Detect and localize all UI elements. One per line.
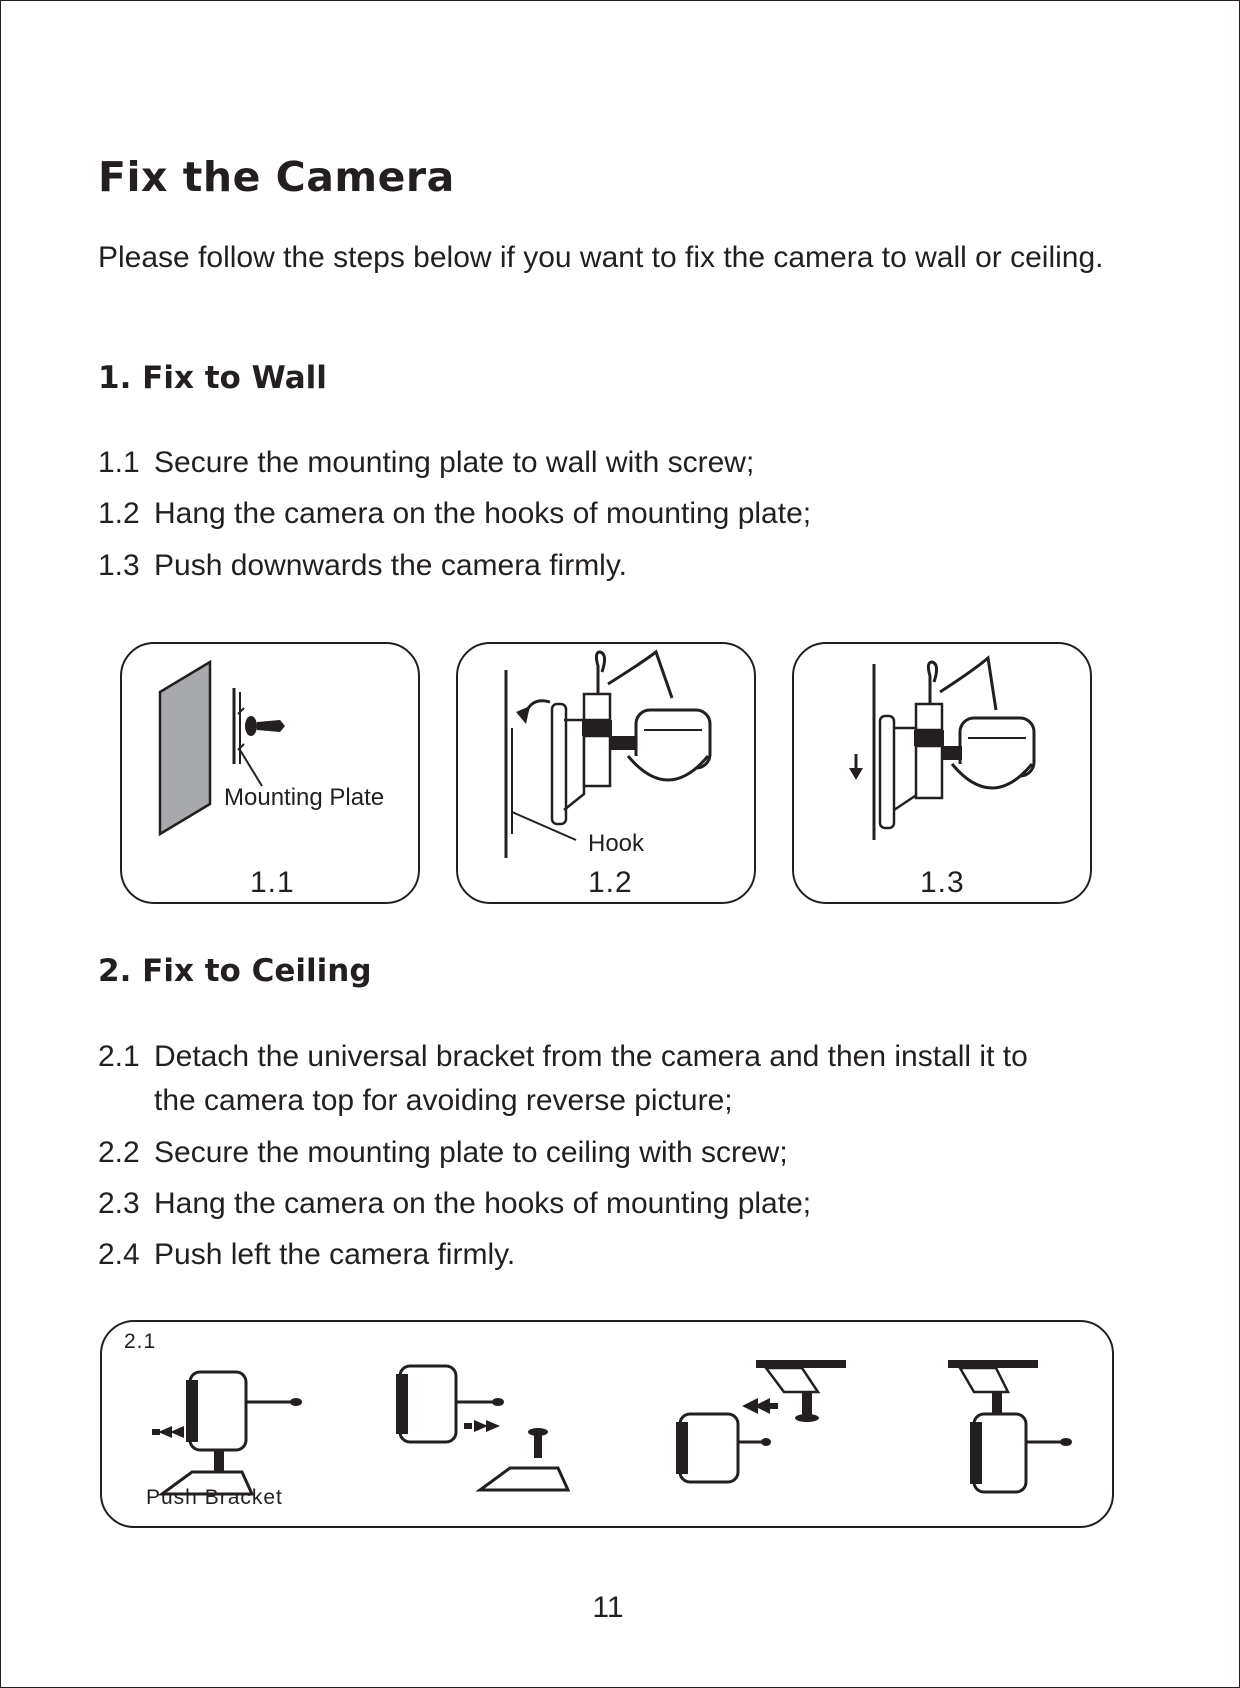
wall-step-1 (98, 441, 754, 485)
step-text: Secure the mounting plate to ceiling with screw; (154, 1136, 788, 1169)
wall-step-3 (98, 544, 627, 588)
figure-label: 2.1 (124, 1330, 157, 1353)
step-text: Hang the camera on the hooks of mounting plate; (154, 497, 812, 530)
figure-1-2 (456, 642, 756, 904)
step-text: Push left the camera firmly. (154, 1238, 516, 1271)
step-text-continued: the camera top for avoiding reverse picture; (154, 1084, 733, 1117)
ceiling-step-3 (98, 1182, 811, 1226)
camera-mounted-ceiling (948, 1360, 1072, 1492)
step-number: 1.2 (98, 497, 140, 530)
wall-heading: 1. Fix to Wall (98, 360, 327, 396)
hook-callout: Hook (588, 830, 645, 857)
step-text: Hang the camera on the hooks of mounting plate; (154, 1187, 812, 1220)
ceiling-step-4 (98, 1233, 515, 1277)
step-number: 2.3 (98, 1187, 140, 1220)
figure-label: 1.2 (588, 866, 633, 899)
page-number: 11 (592, 1591, 624, 1624)
ceiling-heading: 2. Fix to Ceiling (98, 953, 372, 989)
ceiling-step-2 (98, 1131, 788, 1175)
intro-text: Please follow the steps below if you want to fix the camera to wall or ceiling. (98, 241, 1104, 274)
bracket-to-ceiling (676, 1360, 846, 1482)
step-text: Push downwards the camera firmly. (154, 549, 627, 582)
figure-label: 1.1 (250, 866, 295, 899)
figure-label: 1.3 (920, 866, 965, 899)
step-number: 1.3 (98, 549, 140, 582)
step-number: 2.2 (98, 1136, 140, 1169)
bracket-detached (396, 1366, 568, 1490)
push-bracket-callout: Push Bracket (146, 1486, 283, 1509)
ceiling-step-1 (98, 1035, 1028, 1123)
figure-2-1 (100, 1320, 1114, 1528)
page-title: Fix the Camera (98, 153, 455, 201)
mounting-plate-callout: Mounting Plate (224, 784, 385, 811)
step-text: Secure the mounting plate to wall with screw; (154, 446, 755, 479)
figure-1-3 (792, 642, 1092, 904)
camera-with-bracket-bottom (152, 1372, 302, 1494)
wall-step-2 (98, 492, 811, 536)
step-number: 1.1 (98, 446, 140, 479)
step-text: Detach the universal bracket from the camera and then install it to (154, 1040, 1028, 1073)
step-number: 2.4 (98, 1238, 140, 1271)
figure-1-1 (120, 642, 420, 904)
step-number: 2.1 (98, 1040, 140, 1073)
